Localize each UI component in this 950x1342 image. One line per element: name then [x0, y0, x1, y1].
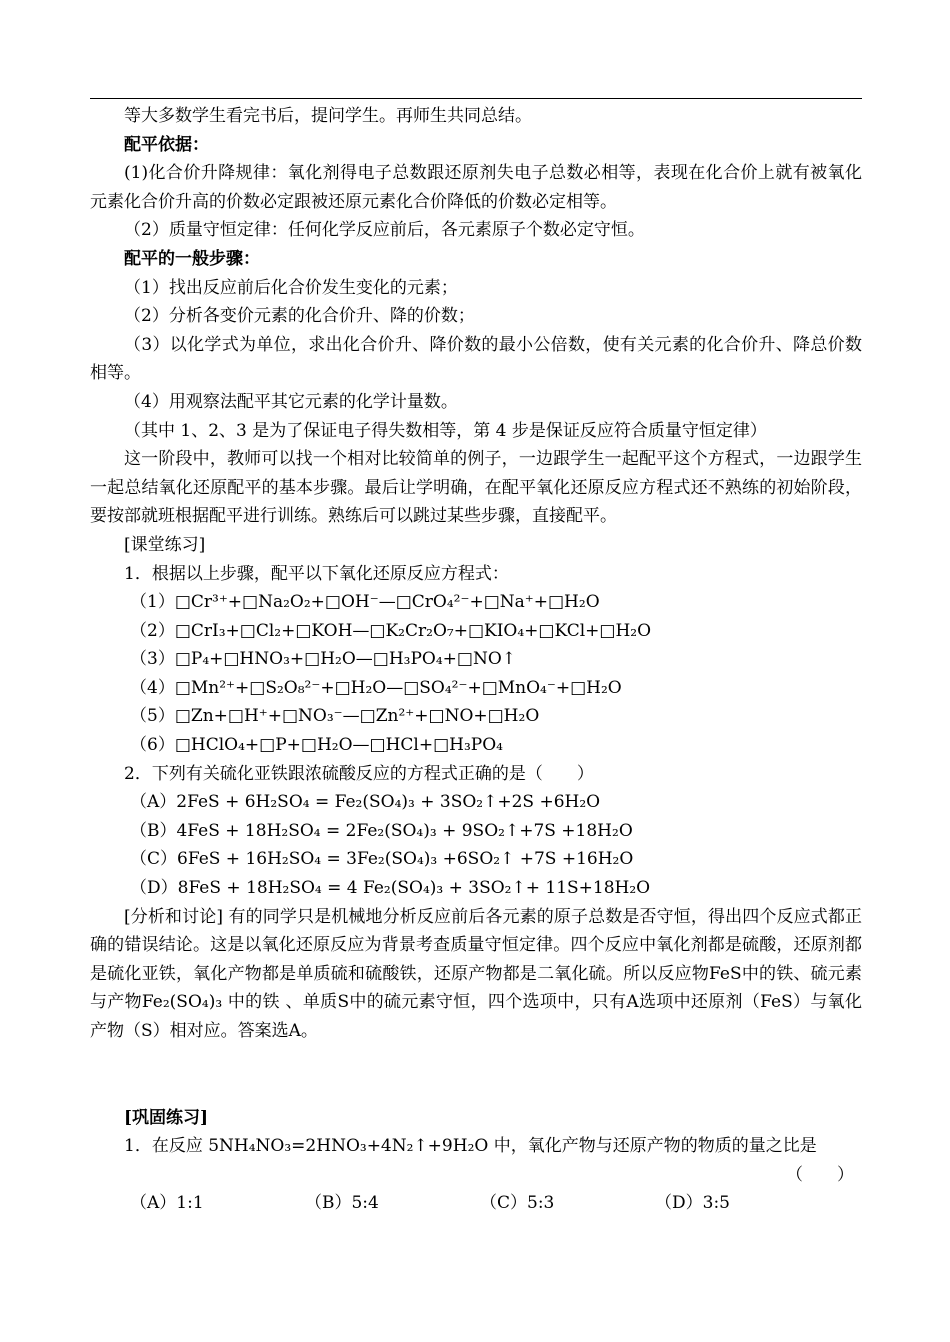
steps-note: （其中 1、2、3 是为了保证电子得失数相等，第 4 步是保证反应符合质量守恒定律） — [124, 420, 767, 441]
option-d: （D）8FeS + 18H₂SO₄ = 4 Fe₂(SO₄)₃ + 3SO₂↑+ 11S+18H₂O — [130, 878, 651, 899]
equation-3: （3）□P₄+□HNO₃+□H₂O—□H₃PO₄+□NO↑ — [130, 649, 517, 670]
classroom-question-2: 2．下列有关硫化亚铁跟浓硫酸反应的方程式正确的是（ ） — [124, 763, 594, 784]
steps-item-3: （3）以化学式为单位，求出化合价升、降价数的最小公倍数，使有关元素的化合价升、降总价数相等。 — [90, 334, 862, 384]
consolidation-option-c: （C）5:3 — [480, 1193, 555, 1214]
consolidation-heading: [巩固练习] — [124, 1107, 209, 1128]
document-body — [90, 102, 862, 1218]
teaching-paragraph: 这一阶段中，教师可以找一个相对比较简单的例子，一边跟学生一起配平这个方程式，一边跟学生一起总结氧化还原配平的基本步骤。最后让学明确，在配平氧化还原反应方程式还不熟练的初始阶段，要按部就班根据配平进行训练。熟练后可以跳过某些步骤，直接配平。 — [90, 449, 862, 527]
basis-item-2: （2）质量守恒定律：任何化学反应前后，各元素原子个数必定守恒。 — [124, 220, 645, 241]
basis-heading: 配平依据： — [124, 134, 209, 155]
classroom-question-1: 1．根据以上步骤，配平以下氧化还原反应方程式： — [124, 563, 509, 584]
equation-6: （6）□HClO₄+□P+□H₂O—□HCl+□H₃PO₄ — [130, 735, 503, 756]
steps-item-1: （1）找出反应前后化合价发生变化的元素； — [124, 277, 458, 298]
consolidation-option-a: （A）1:1 — [130, 1193, 204, 1214]
header-rule — [90, 98, 862, 99]
intro-line: 等大多数学生看完书后，提问学生。再师生共同总结。 — [124, 106, 532, 126]
analysis-paragraph: [分析和讨论] 有的同学只是机械地分析反应前后各元素的原子总数是否守恒，得出四个反应式都正确的错误结论。这是以氧化还原反应为背景考查质量守恒定律。四个反应中氧化剂都是硫酸，还原剂都是硫化亚铁，氧化产物都是单质硫和硫酸铁，还原产物都是二氧化硫。所以反应物FeS中的铁、硫元素与产物Fe₂(SO₄)₃ 中的铁 、单质S中的硫元素守恒，四个选项中，只有A选项中还原剂（FeS）与氧化产物（S）相对应。答案选A。 — [90, 906, 862, 1041]
equation-5: （5）□Zn+□H⁺+□NO₃⁻—□Zn²⁺+□NO+□H₂O — [130, 706, 540, 727]
steps-item-4: （4）用观察法配平其它元素的化学计量数。 — [124, 391, 458, 412]
option-c: （C）6FeS + 16H₂SO₄ = 3Fe₂(SO₄)₃ +6SO₂↑ +7S +16H₂O — [130, 849, 634, 870]
consolidation-option-b: （B）5:4 — [305, 1193, 379, 1214]
equation-2: （2）□CrI₃+□Cl₂+□KOH—□K₂Cr₂O₇+□KIO₄+□KCl+□H₂O — [130, 620, 652, 641]
option-a: （A）2FeS + 6H₂SO₄ = Fe₂(SO₄)₃ + 3SO₂↑+2S +6H₂O — [130, 792, 601, 813]
option-b: （B）4FeS + 18H₂SO₄ = 2Fe₂(SO₄)₃ + 9SO₂↑+7S +18H₂O — [130, 820, 633, 841]
answer-blank: （ ） — [786, 1164, 854, 1185]
consolidation-question-1: 1．在反应 5NH₄NO₃=2HNO₃+4N₂↑+9H₂O 中，氧化产物与还原产物的物质的量之比是 — [124, 1136, 817, 1157]
consolidation-option-d: （D）3:5 — [655, 1193, 730, 1214]
basis-item-1: (1)化合价升降规律：氧化剂得电子总数跟还原剂失电子总数必相等，表现在化合价上就有被氧化元素化合价升高的价数必定跟被还原元素化合价降低的价数必定相等。 — [90, 163, 862, 212]
equation-4: （4）□Mn²⁺+□S₂O₈²⁻+□H₂O—□SO₄²⁻+□MnO₄⁻+□H₂O — [130, 677, 622, 698]
section-spacer — [90, 1046, 862, 1104]
consolidation-options — [90, 1189, 862, 1218]
classroom-heading: [课堂练习] — [124, 534, 206, 555]
equation-1: （1）□Cr³⁺+□Na₂O₂+□OH⁻—□CrO₄²⁻+□Na⁺+□H₂O — [130, 592, 600, 613]
steps-item-2: （2）分析各变价元素的化合价升、降的价数； — [124, 306, 475, 327]
steps-heading: 配平的一般步骤： — [124, 248, 260, 269]
